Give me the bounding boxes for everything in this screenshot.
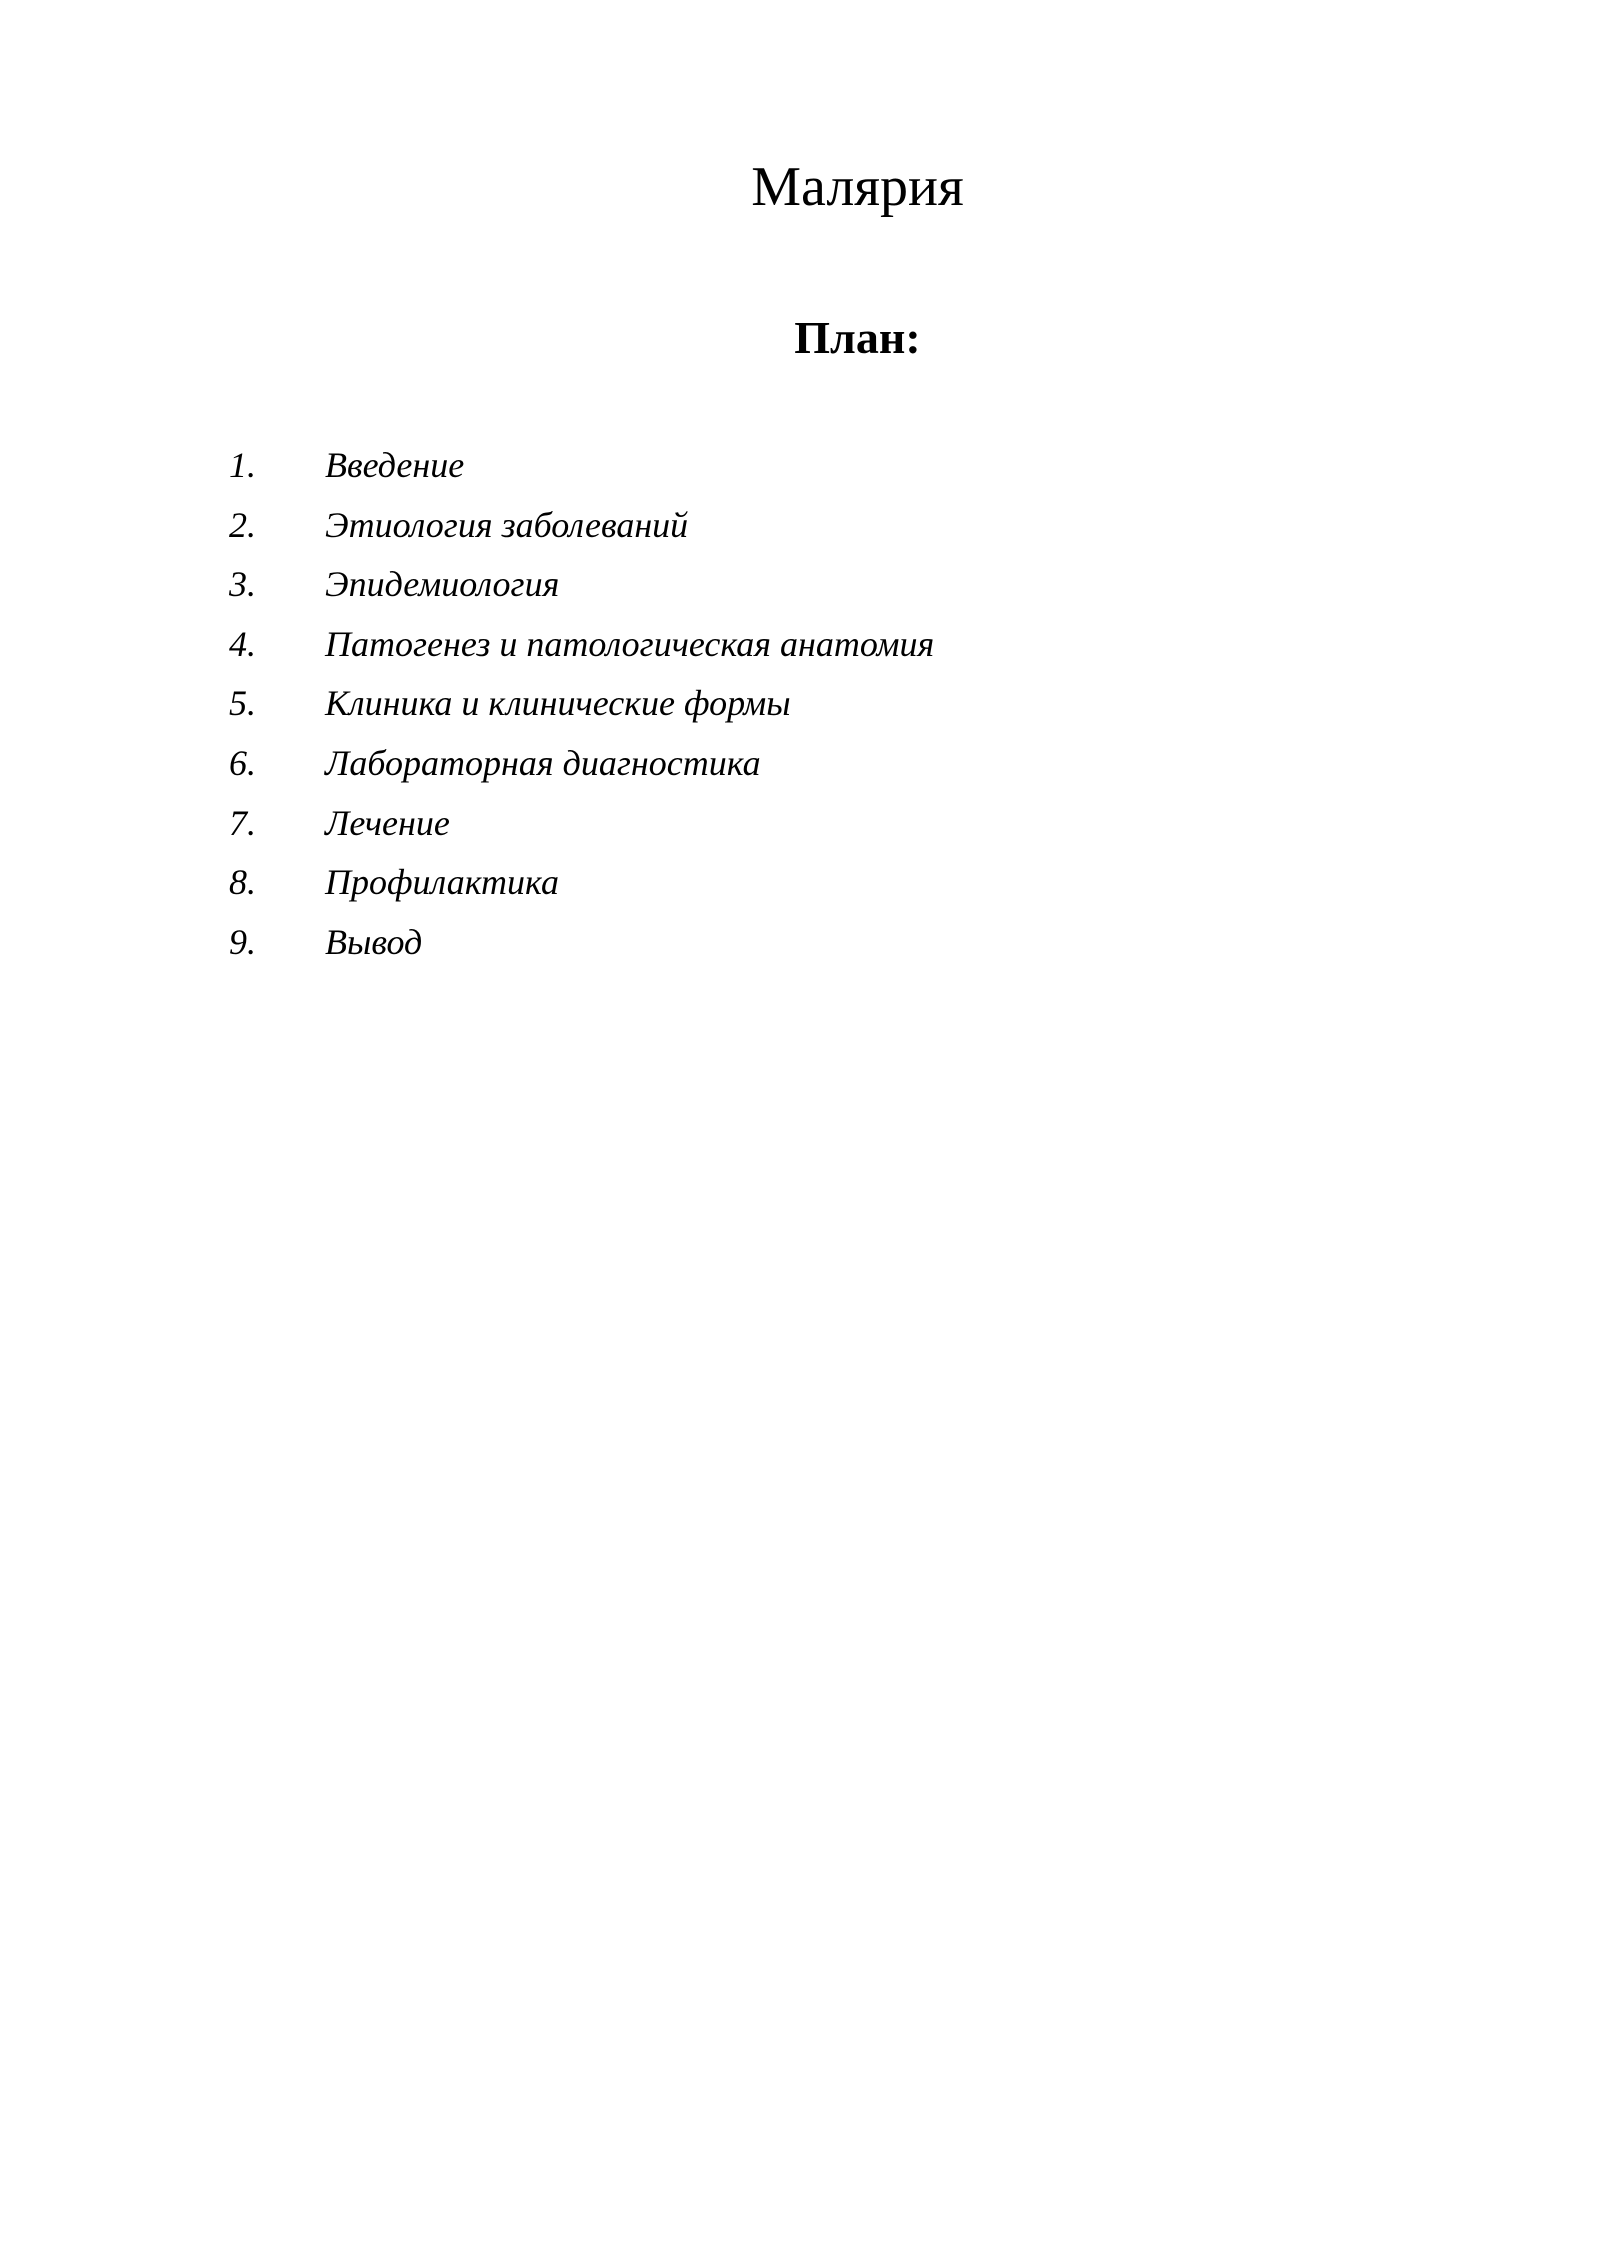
plan-item-number: 1. <box>229 445 256 485</box>
plan-item-text: Патогенез и патологическая анатомия <box>325 623 935 664</box>
plan-item <box>229 794 1429 854</box>
plan-list <box>229 436 1429 972</box>
plan-item <box>229 674 1429 734</box>
plan-item-text: Лабораторная диагностика <box>325 742 761 783</box>
plan-item-text: Вывод <box>325 921 423 962</box>
plan-item-number: 7. <box>229 802 256 843</box>
plan-item-text: Введение <box>325 445 465 485</box>
plan-item <box>229 615 1429 675</box>
plan-item-text: Этиология заболеваний <box>325 504 689 545</box>
plan-item-number: 5. <box>229 683 256 724</box>
plan-item <box>229 913 1429 973</box>
document-title: Малярия <box>751 156 964 218</box>
plan-item <box>229 853 1429 913</box>
plan-item-number: 2. <box>229 504 256 545</box>
plan-item-text: Эпидемиология <box>325 564 560 605</box>
plan-item <box>229 436 1429 496</box>
plan-item <box>229 496 1429 556</box>
plan-item-text: Клиника и клинические формы <box>325 683 791 724</box>
plan-item <box>229 734 1429 794</box>
plan-heading: План: <box>794 312 921 363</box>
plan-item-number: 4. <box>229 623 256 664</box>
plan-item-number: 6. <box>229 742 256 783</box>
plan-item <box>229 555 1429 615</box>
plan-item-number: 3. <box>229 564 256 605</box>
plan-item-text: Профилактика <box>325 862 559 903</box>
plan-item-text: Лечение <box>325 802 450 843</box>
plan-item-number: 8. <box>229 862 256 903</box>
plan-item-number: 9. <box>229 921 256 962</box>
